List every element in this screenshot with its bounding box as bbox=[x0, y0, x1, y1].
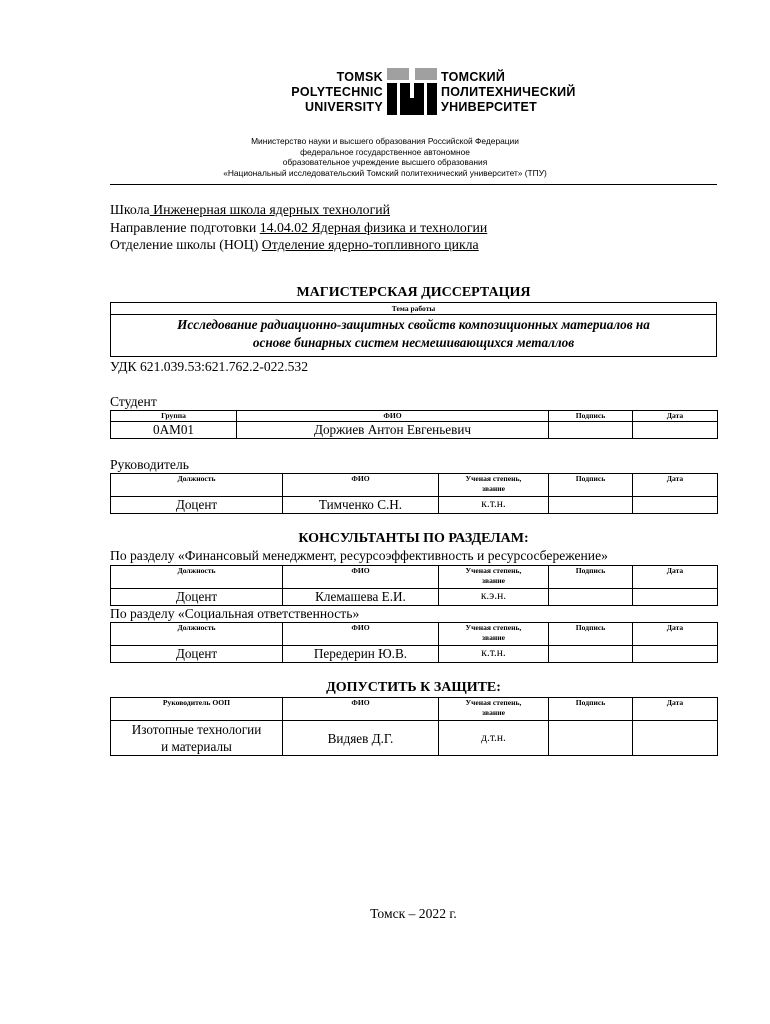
header-date: Дата bbox=[633, 474, 718, 497]
topic-box bbox=[110, 302, 717, 357]
admit-title: ДОПУСТИТЬ К ЗАЩИТЕ: bbox=[326, 680, 501, 695]
social-date bbox=[633, 646, 718, 663]
social-consultant-table bbox=[110, 622, 718, 663]
header-fio: ФИО bbox=[237, 411, 549, 422]
footer-city-year: Томск – 2022 г. bbox=[370, 906, 457, 921]
direction-value: 14.04.02 Ядерная физика и технологии bbox=[259, 220, 488, 235]
ministry-line: образовательное учреждение высшего образования bbox=[282, 157, 488, 167]
header-signature: Подпись bbox=[549, 566, 633, 589]
division-value: Отделение ядерно-топливного цикла bbox=[261, 237, 479, 252]
social-signature bbox=[549, 646, 633, 663]
social-name: Передерин Ю.В. bbox=[283, 646, 439, 663]
header-date: Дата bbox=[633, 566, 718, 589]
social-position: Доцент bbox=[111, 646, 283, 663]
supervisor-label: Руководитель bbox=[110, 457, 189, 472]
topic-text bbox=[111, 316, 716, 352]
finance-position: Доцент bbox=[111, 589, 283, 606]
header-date: Дата bbox=[633, 623, 718, 646]
topic-line: Исследование радиационно-защитных свойств композиционных материалов на bbox=[177, 317, 650, 332]
header-signature: Подпись bbox=[549, 698, 633, 721]
header-date: Дата bbox=[633, 698, 718, 721]
admit-table bbox=[110, 697, 718, 756]
topic-line: основе бинарных систем несмешивающихся металлов bbox=[252, 335, 575, 350]
social-section-label: По разделу «Социальная ответственность» bbox=[110, 606, 360, 621]
ministry-line: «Национальный исследовательский Томский политехнический университет» (ТПУ) bbox=[223, 167, 547, 178]
header-signature: Подпись bbox=[549, 474, 633, 497]
header-divider bbox=[110, 184, 717, 185]
finance-degree: к.э.н. bbox=[439, 589, 549, 606]
social-degree: к.т.н. bbox=[439, 646, 549, 663]
tpu-emblem-icon bbox=[387, 68, 437, 115]
thesis-title: МАГИСТЕРСКАЯ ДИССЕРТАЦИЯ bbox=[296, 285, 531, 300]
logo-ru-line: ПОЛИТЕХНИЧЕСКИЙ bbox=[441, 85, 576, 99]
header-fio: ФИО bbox=[283, 474, 439, 497]
logo-ru-line: УНИВЕРСИТЕТ bbox=[441, 100, 538, 114]
supervisor-signature bbox=[549, 497, 633, 514]
header-degree: Ученая степень, звание bbox=[439, 474, 549, 497]
udk-code: УДК 621.039.53:621.762.2-022.532 bbox=[110, 359, 309, 374]
header-signature: Подпись bbox=[549, 411, 633, 422]
supervisor-date bbox=[633, 497, 718, 514]
header-signature: Подпись bbox=[549, 623, 633, 646]
ministry-block bbox=[150, 136, 620, 178]
header-position: Должность bbox=[111, 623, 283, 646]
student-group: 0АМ01 bbox=[111, 422, 237, 439]
header-program-head: Руководитель ООП bbox=[111, 698, 283, 721]
finance-signature bbox=[549, 589, 633, 606]
header-position: Должность bbox=[111, 566, 283, 589]
school-value: Инженерная школа ядерных технологий bbox=[149, 202, 391, 217]
ministry-line: федеральное государственное автономное bbox=[300, 146, 470, 157]
admit-degree: д.т.н. bbox=[439, 721, 549, 756]
direction-label: Направление подготовки bbox=[110, 220, 260, 235]
admit-program: Изотопные технологии и материалы bbox=[111, 721, 283, 756]
division-line bbox=[110, 236, 479, 253]
finance-date bbox=[633, 589, 718, 606]
header-position: Должность bbox=[111, 474, 283, 497]
division-label: Отделение школы (НОЦ) bbox=[110, 237, 262, 252]
header-fio: ФИО bbox=[283, 698, 439, 721]
supervisor-position: Доцент bbox=[111, 497, 283, 514]
header-fio: ФИО bbox=[283, 623, 439, 646]
school-line bbox=[110, 201, 390, 218]
supervisor-table bbox=[110, 473, 718, 514]
header-degree: Ученая степень, звание bbox=[439, 698, 549, 721]
finance-section-label: По разделу «Финансовый менеджмент, ресурсоэффективность и ресурсосбережение» bbox=[110, 548, 608, 563]
student-label: Студент bbox=[110, 394, 157, 409]
admit-date bbox=[633, 721, 718, 756]
student-table bbox=[110, 410, 718, 439]
header-degree: Ученая степень, звание bbox=[439, 566, 549, 589]
student-signature bbox=[549, 422, 633, 439]
finance-consultant-table bbox=[110, 565, 718, 606]
logo-text-en bbox=[250, 70, 383, 115]
student-name: Доржиев Антон Евгеньевич bbox=[237, 422, 549, 439]
consultants-title: КОНСУЛЬТАНТЫ ПО РАЗДЕЛАМ: bbox=[298, 531, 529, 546]
logo-en-line: TOMSK bbox=[336, 70, 383, 84]
supervisor-name: Тимченко С.Н. bbox=[283, 497, 439, 514]
school-label: Школа bbox=[110, 202, 150, 217]
header-group: Группа bbox=[111, 411, 237, 422]
logo-en-line: UNIVERSITY bbox=[304, 100, 383, 114]
finance-name: Клемашева Е.И. bbox=[283, 589, 439, 606]
ministry-line: Министерство науки и высшего образования Российской Федерации bbox=[251, 136, 519, 146]
admit-name: Видяев Д.Г. bbox=[283, 721, 439, 756]
logo-en-line: POLYTECHNIC bbox=[291, 85, 383, 99]
logo-ru-line: ТОМСКИЙ bbox=[441, 70, 506, 84]
header-degree: Ученая степень, звание bbox=[439, 623, 549, 646]
topic-caption: Тема работы bbox=[111, 303, 716, 315]
logo-text-ru bbox=[441, 70, 611, 115]
direction-line bbox=[110, 219, 487, 236]
header-date: Дата bbox=[633, 411, 718, 422]
header-fio: ФИО bbox=[283, 566, 439, 589]
supervisor-degree: к.т.н. bbox=[439, 497, 549, 514]
admit-signature bbox=[549, 721, 633, 756]
student-date bbox=[633, 422, 718, 439]
